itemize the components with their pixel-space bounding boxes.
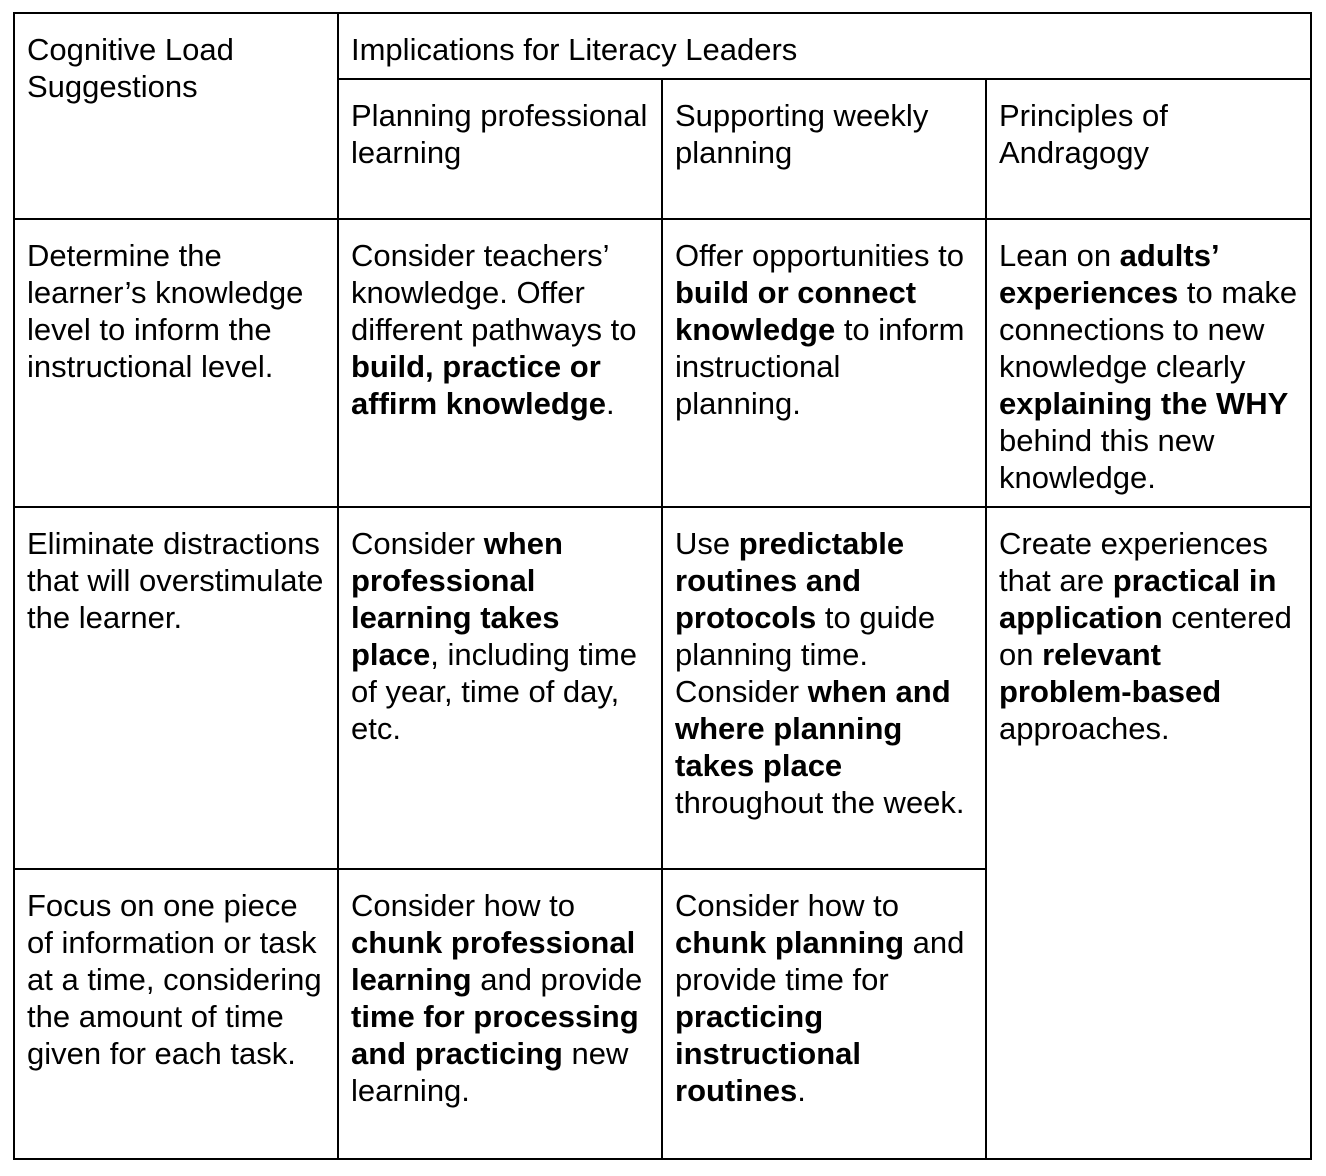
text-segment: centered on <box>999 600 1292 672</box>
suggestion-cell: Determine the learner’s knowledge level to inform the instructional level. <box>14 219 338 507</box>
bold-text: time for processing and practicing <box>351 999 639 1071</box>
bold-text: chunk planning <box>675 925 905 960</box>
text-segment: approaches. <box>999 711 1170 746</box>
bold-text: predictable routines and protocols <box>675 526 905 635</box>
bold-text: adults’ experiences <box>999 238 1218 310</box>
text-segment: Offer opportunities to <box>675 238 964 273</box>
bold-text: build, practice or affirm knowledge <box>351 349 606 421</box>
text-segment: Consider <box>351 526 484 561</box>
text-segment: to inform instructional planning. <box>675 312 965 421</box>
text-segment: throughout the week. <box>675 785 965 820</box>
bold-text: when professional learning takes place <box>351 526 563 672</box>
text-segment: Lean on <box>999 238 1120 273</box>
table-row <box>14 219 1311 507</box>
text-segment: Use <box>675 526 739 561</box>
text-segment: . <box>605 386 615 421</box>
header-implications-group: Implications for Literacy Leaders <box>338 13 1311 79</box>
text-segment: Consider teachers’ knowledge. Offer different pathways to <box>351 238 637 347</box>
weekly-planning-cell <box>662 869 986 1159</box>
text-segment: to guide planning time. Consider <box>675 600 936 709</box>
text-segment: , including time of year, time of day, etc. <box>351 637 638 746</box>
bold-text: chunk professional learning <box>351 925 636 997</box>
planning-pl-cell <box>338 869 662 1159</box>
andragogy-cell <box>986 219 1311 507</box>
text-segment: behind this new knowledge. <box>999 423 1215 495</box>
header-cognitive-load: Cognitive Load Suggestions <box>14 13 338 219</box>
bold-text: practicing instructional routines <box>675 999 862 1108</box>
text-segment: new learning. <box>351 1036 629 1108</box>
text-segment: . <box>797 1073 806 1108</box>
suggestion-cell: Eliminate distractions that will overstimulate the learner. <box>14 507 338 869</box>
bold-text: practical in application <box>999 563 1277 635</box>
planning-pl-cell <box>338 219 662 507</box>
text-segment: to make connections to new knowledge clearly <box>999 275 1298 384</box>
header-principles-of-andragogy: Principles of Andragogy <box>986 79 1311 219</box>
weekly-planning-cell <box>662 507 986 869</box>
weekly-planning-cell <box>662 219 986 507</box>
text-segment: Consider how to <box>675 888 900 923</box>
literacy-leaders-table <box>13 12 1312 1160</box>
text-segment: and provide <box>471 962 643 997</box>
bold-text: build or connect knowledge <box>675 275 917 347</box>
text-segment: Consider how to <box>351 888 576 923</box>
planning-pl-cell <box>338 507 662 869</box>
header-planning-professional-learning: Planning professional learning <box>338 79 662 219</box>
andragogy-merged-cell <box>986 507 1311 1159</box>
bold-text: relevant problem-based <box>999 637 1222 709</box>
header-row-group <box>14 13 1311 79</box>
text-segment: Create experiences that are <box>999 526 1268 598</box>
bold-text: explaining the WHY <box>999 386 1289 421</box>
text-segment: and provide time for <box>675 925 965 997</box>
suggestion-cell: Focus on one piece of information or task at a time, considering the amount of time given for each task. <box>14 869 338 1159</box>
header-supporting-weekly-planning: Supporting weekly planning <box>662 79 986 219</box>
bold-text: when and where planning takes place <box>675 674 951 783</box>
table-row <box>14 507 1311 869</box>
